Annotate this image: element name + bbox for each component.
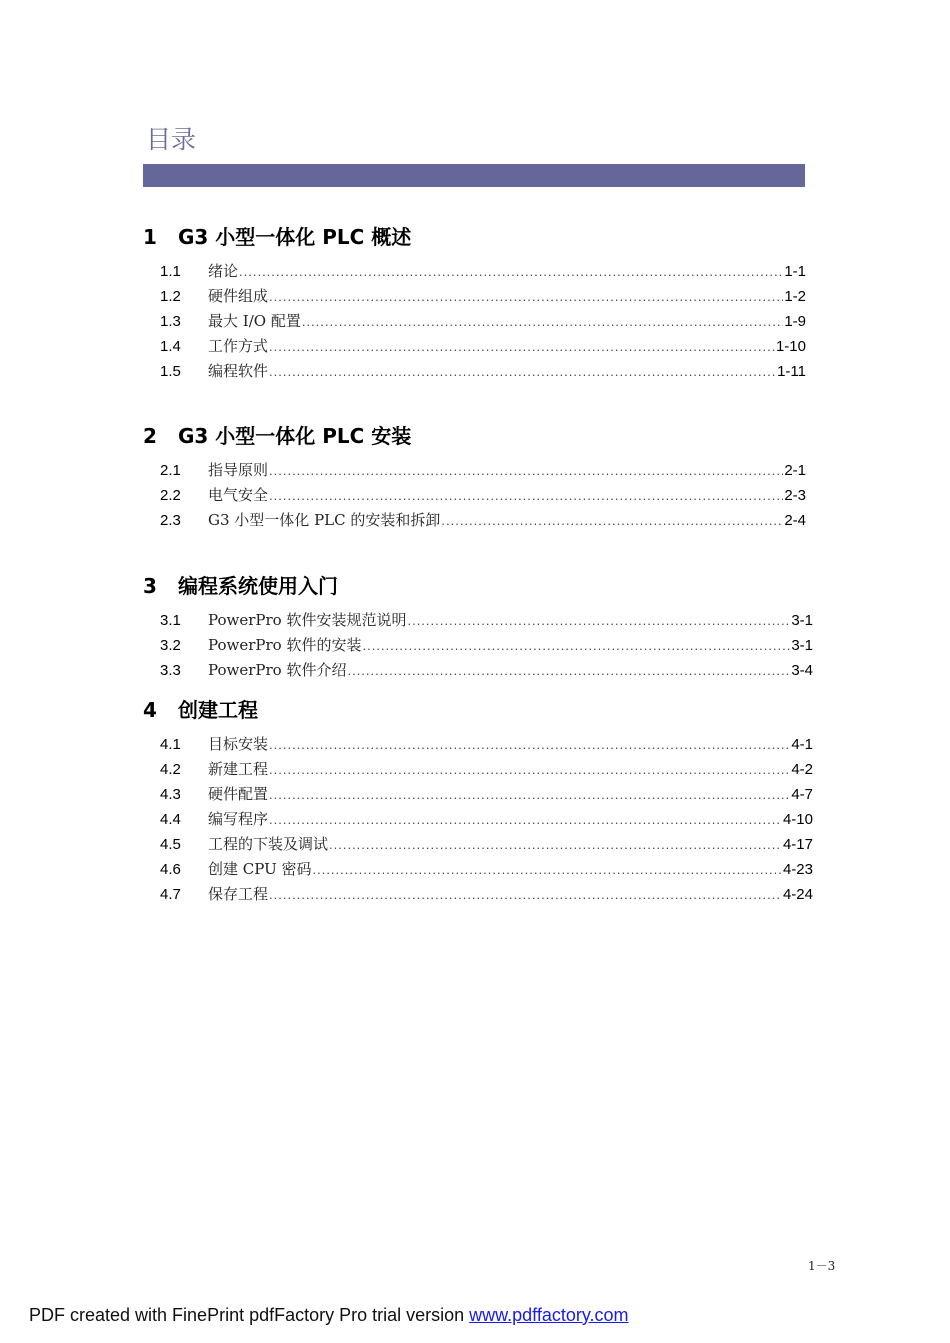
toc-entry[interactable] (143, 309, 806, 334)
toc-list (143, 259, 806, 384)
toc-entry-number: 1.1 (160, 263, 181, 280)
section-heading (143, 222, 806, 252)
toc-entry-number: 4.4 (160, 811, 181, 828)
toc-entry[interactable] (143, 658, 813, 683)
toc-entry-page: 3-1 (791, 612, 813, 629)
toc-entry[interactable] (143, 732, 813, 757)
toc-leader-dots (269, 782, 790, 807)
toc-entry-page: 4-2 (791, 761, 813, 778)
toc-entry[interactable] (143, 359, 806, 384)
section-title: 编程系统使用入门 (178, 574, 338, 598)
section-title: G3 小型一体化 PLC 概述 (178, 225, 412, 249)
toc-entry[interactable] (143, 284, 806, 309)
toc-entry[interactable] (143, 857, 813, 882)
toc-leader-dots (329, 832, 782, 857)
toc-entry-title: 创建 CPU 密码 (208, 860, 312, 878)
toc-entry-number: 4.2 (160, 761, 181, 778)
toc-entry-page: 4-24 (782, 886, 813, 903)
section-heading (143, 695, 813, 725)
toc-entry[interactable] (143, 458, 806, 483)
footer-link[interactable]: www.pdffactory.com (469, 1305, 629, 1325)
toc-leader-dots (269, 483, 783, 508)
toc-entry-title: 硬件组成 (208, 287, 269, 305)
toc-entry-number: 2.2 (160, 487, 181, 504)
toc-section-1 (143, 222, 806, 384)
toc-entry-title: 电气安全 (208, 486, 269, 504)
section-number: 3 (143, 574, 157, 598)
toc-entry-title: 工作方式 (208, 337, 269, 355)
title-bar (143, 164, 805, 187)
toc-entry[interactable] (143, 807, 813, 832)
toc-leader-dots (269, 359, 776, 384)
toc-entry[interactable] (143, 882, 813, 907)
toc-leader-dots (239, 259, 783, 284)
section-number: 4 (143, 698, 157, 722)
toc-entry-number: 3.2 (160, 637, 181, 654)
toc-entry-page: 3-4 (791, 662, 813, 679)
toc-entry-title: G3 小型一体化 PLC 的安装和拆卸 (208, 511, 441, 529)
toc-entry-number: 4.6 (160, 861, 181, 878)
toc-entry-title: PowerPro 软件介绍 (208, 661, 347, 679)
toc-leader-dots (269, 334, 775, 359)
toc-leader-dots (269, 458, 783, 483)
toc-leader-dots (269, 807, 782, 832)
toc-leader-dots (269, 757, 790, 782)
toc-entry[interactable] (143, 633, 813, 658)
toc-section-4 (143, 695, 813, 907)
toc-section-2 (143, 421, 806, 533)
toc-entry-page: 1-1 (784, 263, 806, 280)
section-title: G3 小型一体化 PLC 安装 (178, 424, 412, 448)
footer-text: PDF created with FinePrint pdfFactory Pro trial version (29, 1305, 470, 1325)
toc-entry[interactable] (143, 334, 806, 359)
toc-entry-title: PowerPro 软件安装规范说明 (208, 611, 407, 629)
toc-entry[interactable] (143, 508, 806, 533)
toc-leader-dots (269, 882, 782, 907)
toc-entry-number: 1.2 (160, 288, 181, 305)
toc-entry-title: 编程软件 (208, 362, 269, 380)
toc-entry-title: 最大 I/O 配置 (208, 312, 301, 330)
toc-list (143, 732, 813, 907)
toc-entry-number: 2.3 (160, 512, 181, 529)
toc-entry-page: 1-2 (784, 288, 806, 305)
toc-entry-page: 4-23 (782, 861, 813, 878)
toc-entry-page: 1-11 (777, 363, 806, 380)
pdf-footer (29, 1305, 629, 1326)
toc-entry-number: 4.7 (160, 886, 181, 903)
section-heading (143, 571, 813, 601)
page-number: 1－3 (808, 1259, 836, 1273)
toc-entry-number: 1.5 (160, 363, 181, 380)
section-number: 2 (143, 424, 157, 448)
toc-section-3 (143, 571, 813, 683)
toc-entry-title: 保存工程 (208, 885, 269, 903)
toc-entry-page: 2-3 (784, 487, 806, 504)
toc-entry-number: 4.5 (160, 836, 181, 853)
toc-list (143, 458, 806, 533)
toc-entry-number: 4.3 (160, 786, 181, 803)
toc-entry-title: 硬件配置 (208, 785, 269, 803)
toc-leader-dots (362, 633, 790, 658)
toc-leader-dots (441, 508, 783, 533)
toc-entry-number: 1.3 (160, 313, 181, 330)
toc-entry-title: 目标安装 (208, 735, 269, 753)
toc-entry-page: 1-9 (784, 313, 806, 330)
toc-entry[interactable] (143, 483, 806, 508)
toc-leader-dots (269, 284, 783, 309)
toc-entry-page: 3-1 (791, 637, 813, 654)
toc-entry-page: 1-10 (775, 338, 806, 355)
toc-entry-number: 3.1 (160, 612, 181, 629)
toc-entry-page: 4-17 (782, 836, 813, 853)
toc-entry[interactable] (143, 782, 813, 807)
section-number: 1 (143, 225, 157, 249)
toc-entry-page: 2-4 (784, 512, 806, 529)
toc-leader-dots (302, 309, 783, 334)
toc-entry-page: 4-1 (791, 736, 813, 753)
toc-entry-number: 4.1 (160, 736, 181, 753)
toc-leader-dots (269, 732, 790, 757)
toc-entry-title: PowerPro 软件的安装 (208, 636, 362, 654)
toc-entry-page: 4-7 (791, 786, 813, 803)
toc-entry-title: 新建工程 (208, 760, 269, 778)
toc-entry-number: 2.1 (160, 462, 181, 479)
toc-entry-title: 编写程序 (208, 810, 269, 828)
section-title: 创建工程 (178, 698, 258, 722)
toc-entry-number: 1.4 (160, 338, 181, 355)
toc-leader-dots (347, 658, 790, 683)
toc-leader-dots (312, 857, 781, 882)
toc-entry-title: 指导原则 (208, 461, 269, 479)
page-title: 目录 (146, 125, 197, 154)
toc-entry-number: 3.3 (160, 662, 181, 679)
toc-leader-dots (407, 608, 790, 633)
section-heading (143, 421, 806, 451)
toc-entry-title: 绪论 (208, 262, 239, 280)
toc-entry-page: 2-1 (784, 462, 806, 479)
toc-entry-page: 4-10 (782, 811, 813, 828)
toc-list (143, 608, 813, 683)
toc-entry[interactable] (143, 757, 813, 782)
toc-entry[interactable] (143, 259, 806, 284)
toc-entry-title: 工程的下装及调试 (208, 835, 329, 853)
toc-entry[interactable] (143, 832, 813, 857)
toc-entry[interactable] (143, 608, 813, 633)
